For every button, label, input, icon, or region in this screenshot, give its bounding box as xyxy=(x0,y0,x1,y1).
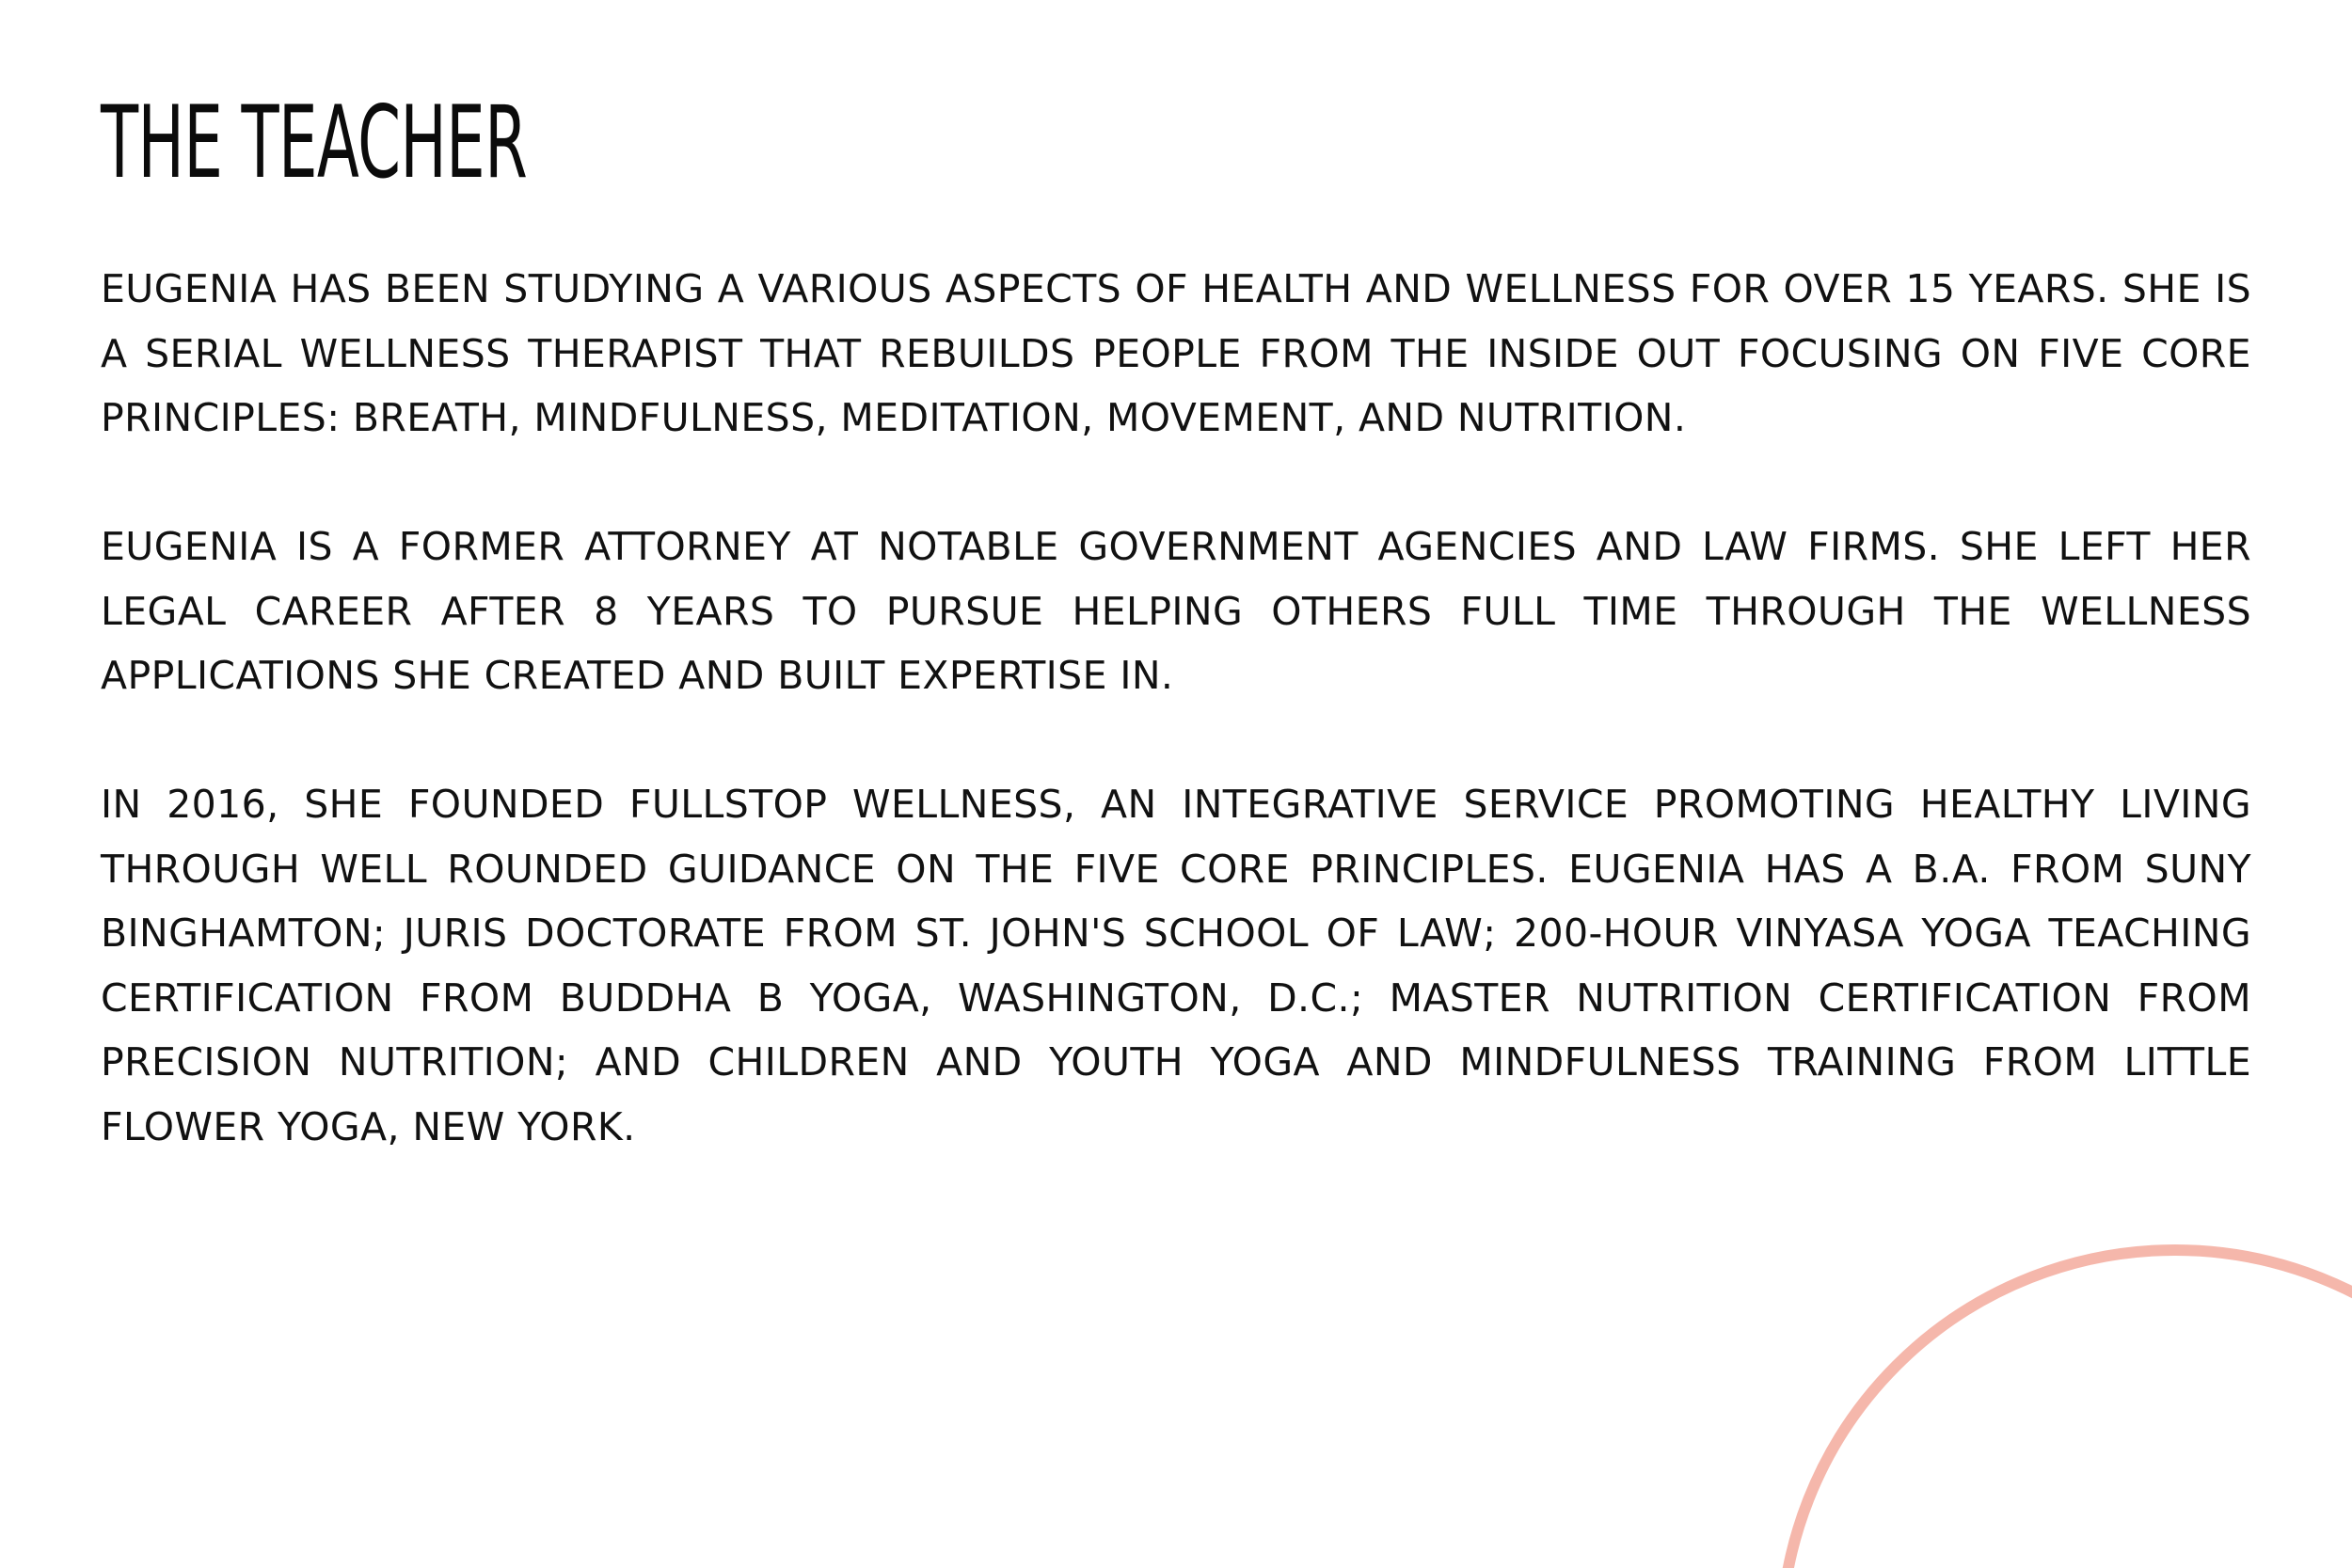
decorative-arc-stroke xyxy=(1781,1250,2352,1568)
bio-paragraph-3: IN 2016, SHE FOUNDED FULLSTOP WELLNESS, AN INTEGRATIVE SERVICE PROMOTING HEALTHY LIVING THROUGH WELL ROUNDED GUIDANCE ON THE FIVE CORE PRINCIPLES. EUGENIA HAS A B.A. FROM SUNY BINGHAMTON; JURIS DOCTORATE FROM ST. JOHN'S SCHOOL OF LAW; 200-HOUR VINYASA YOGA TEACHING CERTIFICATION FROM BUDDHA B YOGA, WASHINGTON, D.C.; MASTER NUTRITION CERTIFICATION FROM PRECISION NUTRITION; AND CHILDREN AND YOUTH YOGA AND MINDFULNESS TRAINING FROM LITTLE FLOWER YOGA, NEW YORK. xyxy=(101,782,2251,1149)
page-title: THE TEACHER xyxy=(101,85,528,200)
bio-paragraph-2: EUGENIA IS A FORMER ATTORNEY AT NOTABLE GOVERNMENT AGENCIES AND LAW FIRMS. SHE LEFT HER LEGAL CAREER AFTER 8 YEARS TO PURSUE HELPING OTHERS FULL TIME THROUGH THE WELLNESS APPLICATIONS SHE CREATED AND BUILT EXPERTISE IN. xyxy=(101,524,2251,698)
bio-paragraph-1: EUGENIA HAS BEEN STUDYING A VARIOUS ASPECTS OF HEALTH AND WELLNESS FOR OVER 15 YEARS. SHE IS A SERIAL WELLNESS THERAPIST THAT REBUILDS PEOPLE FROM THE INSIDE OUT FOCUSING ON FIVE CORE PRINCIPLES: BREATH, MINDFULNESS, MEDITATION, MOVEMENT, AND NUTRITION. xyxy=(101,266,2251,440)
